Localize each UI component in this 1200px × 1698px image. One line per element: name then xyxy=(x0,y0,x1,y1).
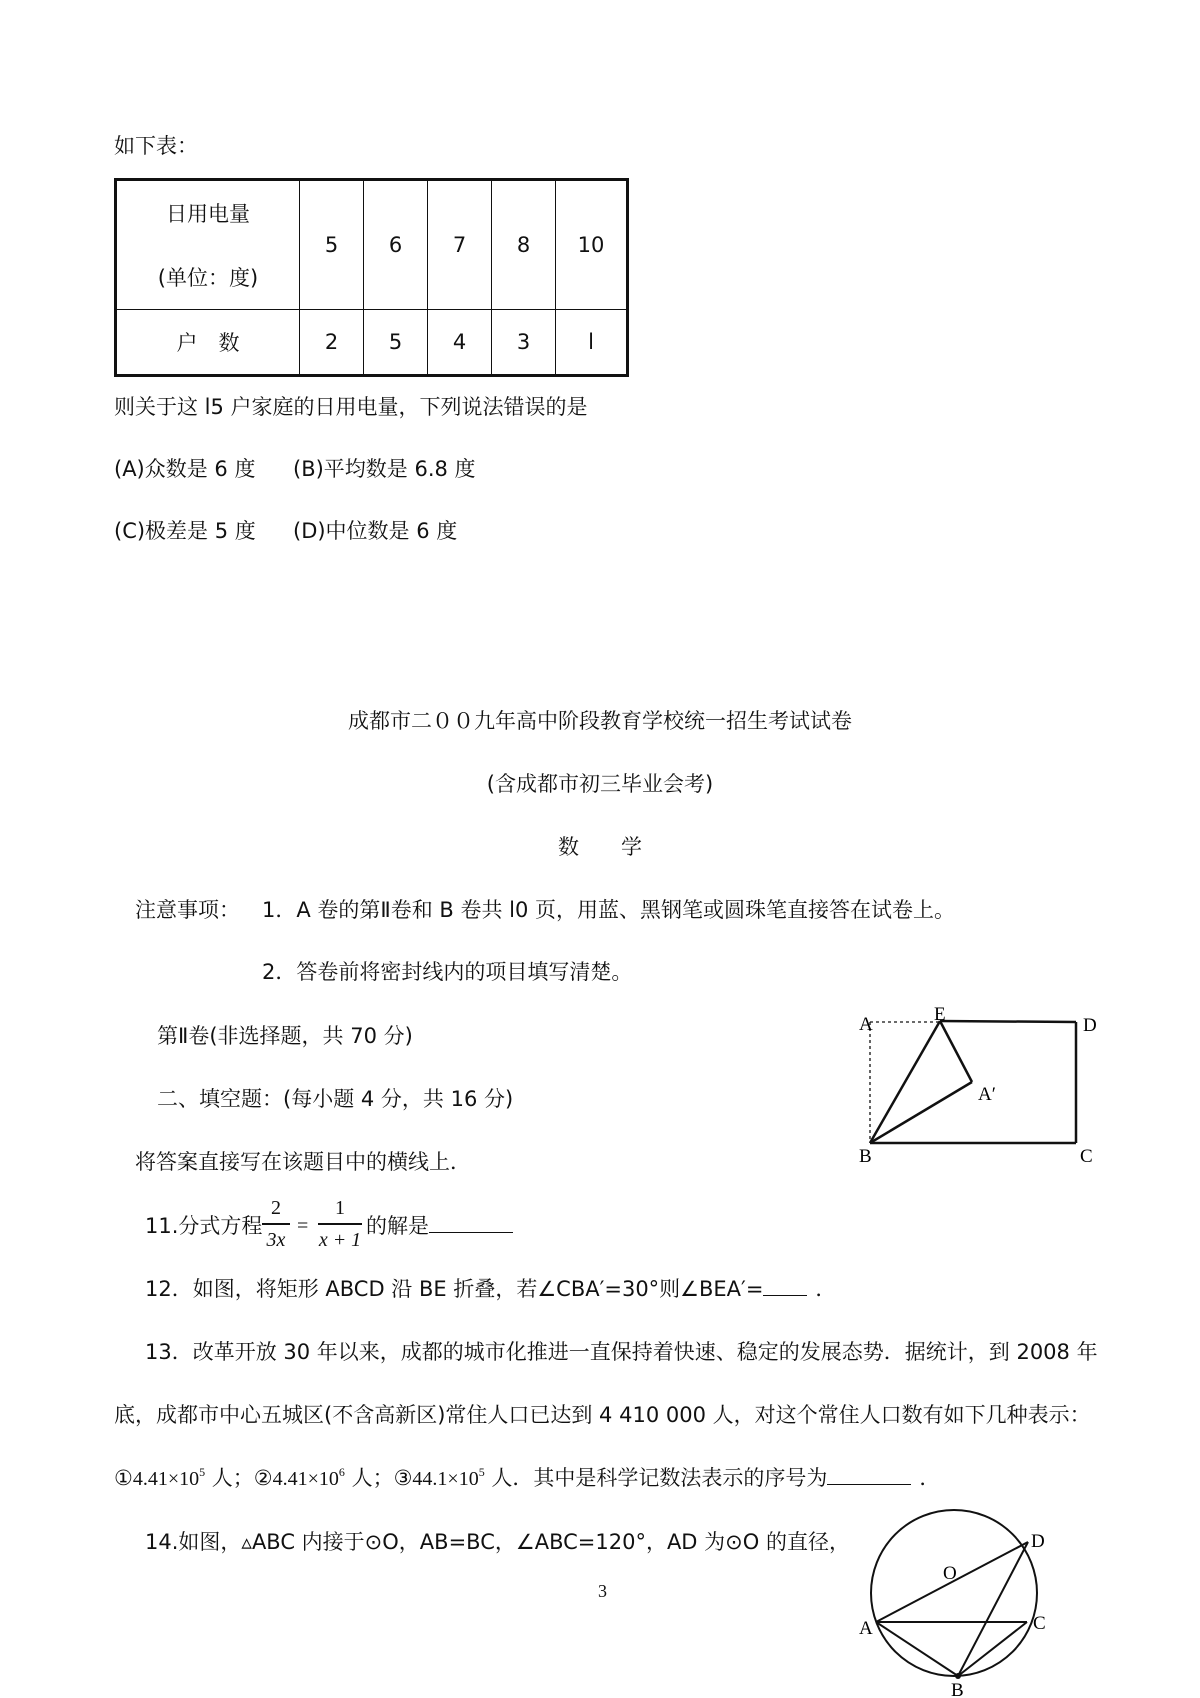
q13-expr-1-exponent: 5 xyxy=(199,1465,206,1479)
q11-fraction-right xyxy=(318,1198,362,1250)
q13-circle-1: ① xyxy=(114,1466,133,1490)
notice-label: 注意事项： xyxy=(135,898,240,922)
point-b xyxy=(955,1673,961,1679)
q11-suffix xyxy=(366,1216,513,1237)
q13-expr-3-base: 44.1×10 xyxy=(412,1468,479,1490)
table-cell: 7 xyxy=(428,180,492,310)
label-e: E xyxy=(934,1004,946,1025)
table-cell: 5 xyxy=(364,310,428,376)
fraction-bar xyxy=(262,1223,290,1225)
table-header-line1: 日用电量 xyxy=(166,202,250,226)
table-cell: l xyxy=(556,310,628,376)
table-cell: 2 xyxy=(300,310,364,376)
intro-text: 如下表： xyxy=(114,134,198,158)
option-c: (C)极差是 5 度 xyxy=(114,519,256,543)
q11-suffix-text: 的解是 xyxy=(366,1214,429,1238)
label-d: D xyxy=(1083,1015,1097,1036)
q11-answer-blank xyxy=(429,1232,513,1233)
q13-text-3: 人．其中是科学记数法表示的序号为 xyxy=(491,1466,828,1490)
q11-fraction-left xyxy=(262,1198,290,1250)
table-cell: 3 xyxy=(492,310,556,376)
option-b: (B)平均数是 6.8 度 xyxy=(293,457,476,481)
table-header-line2: (单位：度) xyxy=(157,266,259,290)
rectangle-fold-figure xyxy=(850,1000,1110,1175)
table-cell: 10 xyxy=(556,180,628,310)
segment-ba-prime xyxy=(870,1082,972,1143)
q13-answer-blank xyxy=(827,1484,911,1485)
table-row xyxy=(116,310,628,376)
notice-item-2: 2．答卷前将密封线内的项目填写清楚。 xyxy=(262,960,633,984)
electricity-table xyxy=(114,178,629,377)
q13-expr-3-exponent: 5 xyxy=(478,1465,485,1479)
option-d: (D)中位数是 6 度 xyxy=(293,519,458,543)
question-stem: 则关于这 l5 户家庭的日用电量，下列说法错误的是 xyxy=(114,395,588,419)
label-c: C xyxy=(1080,1146,1093,1167)
q13-text-1: 人；② xyxy=(211,1466,273,1490)
q12-end: ． xyxy=(815,1277,837,1301)
table-row xyxy=(116,180,628,310)
segment-be xyxy=(870,1021,940,1143)
q12-line xyxy=(145,1279,836,1300)
q11-frac2-denominator: x + 1 xyxy=(318,1229,362,1251)
q13-expr-2-base: 4.41×10 xyxy=(272,1468,339,1490)
q12-answer-blank xyxy=(763,1295,807,1296)
segment-ed xyxy=(940,1021,1076,1022)
label-b: B xyxy=(859,1146,872,1167)
page-number: 3 xyxy=(598,1581,607,1601)
label-c: C xyxy=(1033,1613,1046,1634)
q12-text: 12．如图，将矩形 ABCD 沿 BE 折叠，若∠CBA′=30°则∠BEA′= xyxy=(145,1277,764,1301)
chord-bc xyxy=(958,1622,1027,1676)
exam-subtitle: (含成都市初三毕业会考) xyxy=(486,772,714,796)
table-cell: 6 xyxy=(364,180,428,310)
q13-expr-2-exponent: 6 xyxy=(338,1465,345,1479)
q13-text-2: 人；③ xyxy=(351,1466,413,1490)
fill-instruction: 将答案直接写在该题目中的横线上． xyxy=(135,1150,471,1174)
chord-bd xyxy=(958,1542,1028,1676)
table-row-label: 户 数 xyxy=(116,310,300,376)
segment-ea-prime xyxy=(940,1021,972,1082)
q11-frac2-numerator: 1 xyxy=(335,1197,345,1219)
exam-subject: 数 学 xyxy=(558,835,642,859)
q13-expr-1-base: 4.41×10 xyxy=(132,1468,200,1490)
exam-title: 成都市二００九年高中阶段教育学校统一招生考试试卷 xyxy=(348,709,852,733)
q13-line-2: 底，成都市中心五城区(不含高新区)常住人口已达到 4 410 000 人，对这个常住人口数有如下几种表示： xyxy=(114,1403,1091,1427)
q13-end: ． xyxy=(919,1466,941,1490)
fraction-bar xyxy=(318,1223,362,1225)
circle-figure xyxy=(850,1500,1070,1698)
label-a: A xyxy=(859,1014,873,1035)
part2-heading: 第Ⅱ卷(非选择题，共 70 分) xyxy=(157,1024,413,1048)
notice-item-1: 1．A 卷的第Ⅱ卷和 B 卷共 l0 页，用蓝、黑钢笔或圆珠笔直接答在试卷上。 xyxy=(262,898,956,922)
q13-line-1: 13．改革开放 30 年以来，成都的城市化推进一直保持着快速、稳定的发展态势．据统计，到 2008 年 xyxy=(145,1340,1098,1364)
label-b: B xyxy=(951,1680,964,1698)
q11-frac1-denominator: 3x xyxy=(266,1229,286,1251)
table-header-cell xyxy=(116,180,300,310)
label-d: D xyxy=(1031,1531,1045,1552)
q11-frac1-numerator: 2 xyxy=(271,1197,281,1219)
table-cell: 5 xyxy=(300,180,364,310)
table-cell: 4 xyxy=(428,310,492,376)
q11-equals: = xyxy=(297,1215,309,1237)
q13-line-3 xyxy=(114,1465,941,1490)
q14-text: 14.如图，▵ABC 内接于⊙O，AB=BC，∠ABC=120°，AD 为⊙O 的直径， xyxy=(145,1530,850,1554)
option-a: (A)众数是 6 度 xyxy=(114,457,256,481)
label-a-prime: A′ xyxy=(978,1084,996,1105)
label-a: A xyxy=(859,1618,873,1639)
fill-section-heading: 二、填空题：(每小题 4 分，共 16 分) xyxy=(157,1087,514,1111)
label-o: O xyxy=(943,1563,957,1584)
table-cell: 8 xyxy=(492,180,556,310)
circle-o xyxy=(871,1510,1037,1676)
q11-prefix: 11.分式方程 xyxy=(145,1214,263,1238)
